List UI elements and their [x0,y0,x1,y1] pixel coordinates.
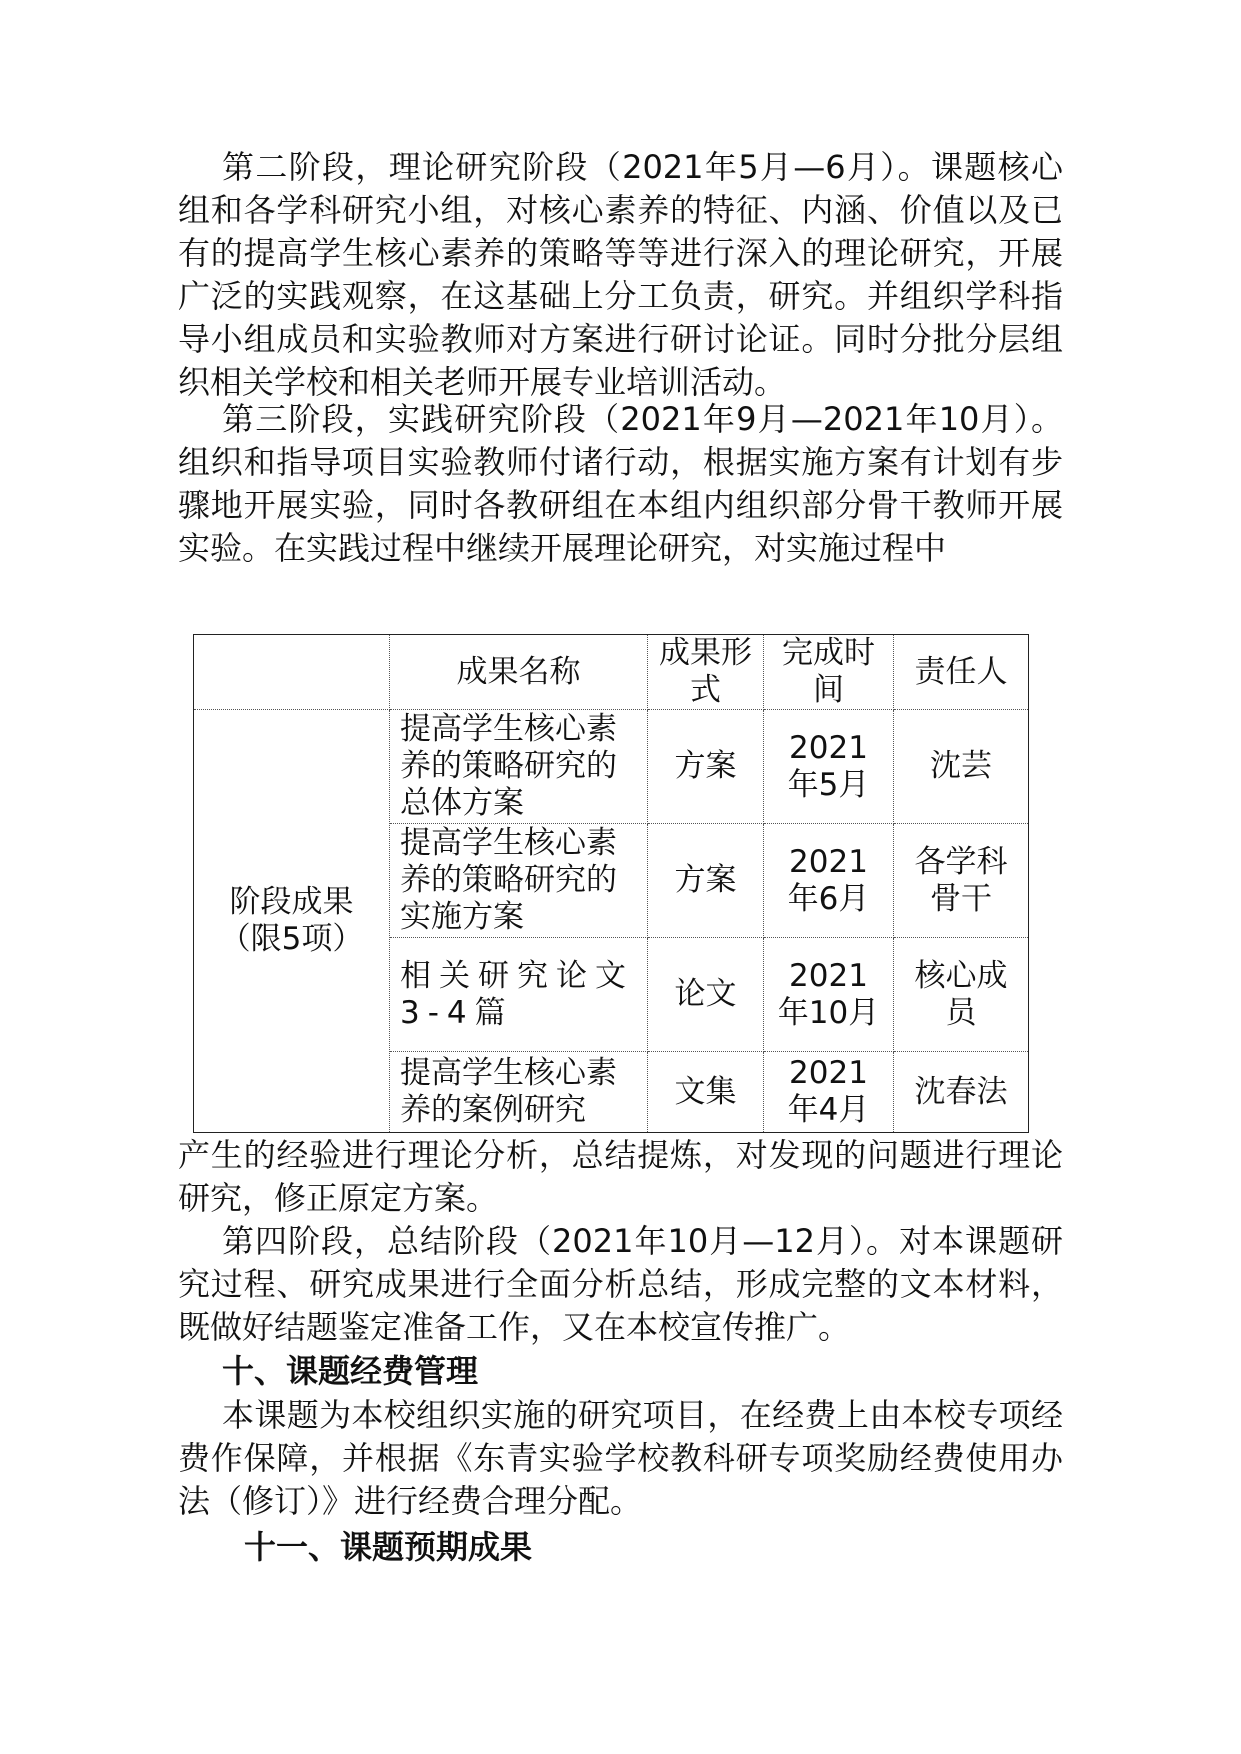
cell-result-time: 2021年5月 [764,710,894,824]
header-cell-person: 责任人 [894,635,1029,710]
cell-result-time: 2021年10月 [764,938,894,1052]
section-heading-expected-results: 十一、课题预期成果 [244,1528,533,1566]
cell-result-form: 方案 [648,824,764,938]
paragraph-stage-three: 第三阶段，实践研究阶段（2021年9月—2021年10月）。组织和指导项目实验教师付诸行动，根据实施方案有计划有步骤地开展实验，同时各教研组在本组内组织部分骨干教师开展实验。在实践过程中继续开展理论研究，对实施过程中 [178,400,1063,567]
row-label-stage-results: 阶段成果（限5项） [194,710,390,1133]
cell-result-name: 提高学生核心素养的案例研究 [390,1052,648,1133]
header-cell-time: 完成时间 [764,635,894,710]
cell-result-person: 沈芸 [894,710,1029,824]
cell-result-form: 文集 [648,1052,764,1133]
table-row [194,710,1029,824]
table-header-row [194,635,1029,710]
paragraph-funding: 本课题为本校组织实施的研究项目，在经费上由本校专项经费作保障，并根据《东青实验学校教科研专项奖励经费使用办法（修订）》进行经费合理分配。 [178,1396,1063,1520]
cell-result-person: 沈春法 [894,1052,1029,1133]
cell-result-name: 相关研究论文3-4篇 [390,938,648,1052]
cell-result-name: 提高学生核心素养的策略研究的总体方案 [390,710,648,824]
section-heading-funding: 十、课题经费管理 [222,1352,479,1390]
cell-result-time: 2021年4月 [764,1052,894,1133]
paragraph-continuation: 产生的经验进行理论分析，总结提炼，对发现的问题进行理论研究，修正原定方案。 [178,1136,1063,1217]
cell-result-form: 论文 [648,938,764,1052]
cell-result-person: 各学科骨干 [894,824,1029,938]
header-cell-name: 成果名称 [390,635,648,710]
cell-result-time: 2021年6月 [764,824,894,938]
paragraph-stage-two: 第二阶段，理论研究阶段（2021年5月—6月）。课题核心组和各学科研究小组，对核心素养的特征、内涵、价值以及已有的提高学生核心素养的策略等等进行深入的理论研究，开展广泛的实践观察，在这基础上分工负责，研究。并组织学科指导小组成员和实验教师对方案进行研讨论证。同时分批分层组织相关学校和相关老师开展专业培训活动。 [178,148,1063,401]
cell-result-form: 方案 [648,710,764,824]
cell-result-person: 核心成员 [894,938,1029,1052]
header-cell-form: 成果形式 [648,635,764,710]
paragraph-stage-four: 第四阶段，总结阶段（2021年10月—12月）。对本课题研究过程、研究成果进行全面分析总结，形成完整的文本材料，既做好结题鉴定准备工作，又在本校宣传推广。 [178,1222,1063,1346]
header-cell-empty [194,635,390,710]
results-table [193,634,1029,1133]
cell-result-name: 提高学生核心素养的策略研究的实施方案 [390,824,648,938]
